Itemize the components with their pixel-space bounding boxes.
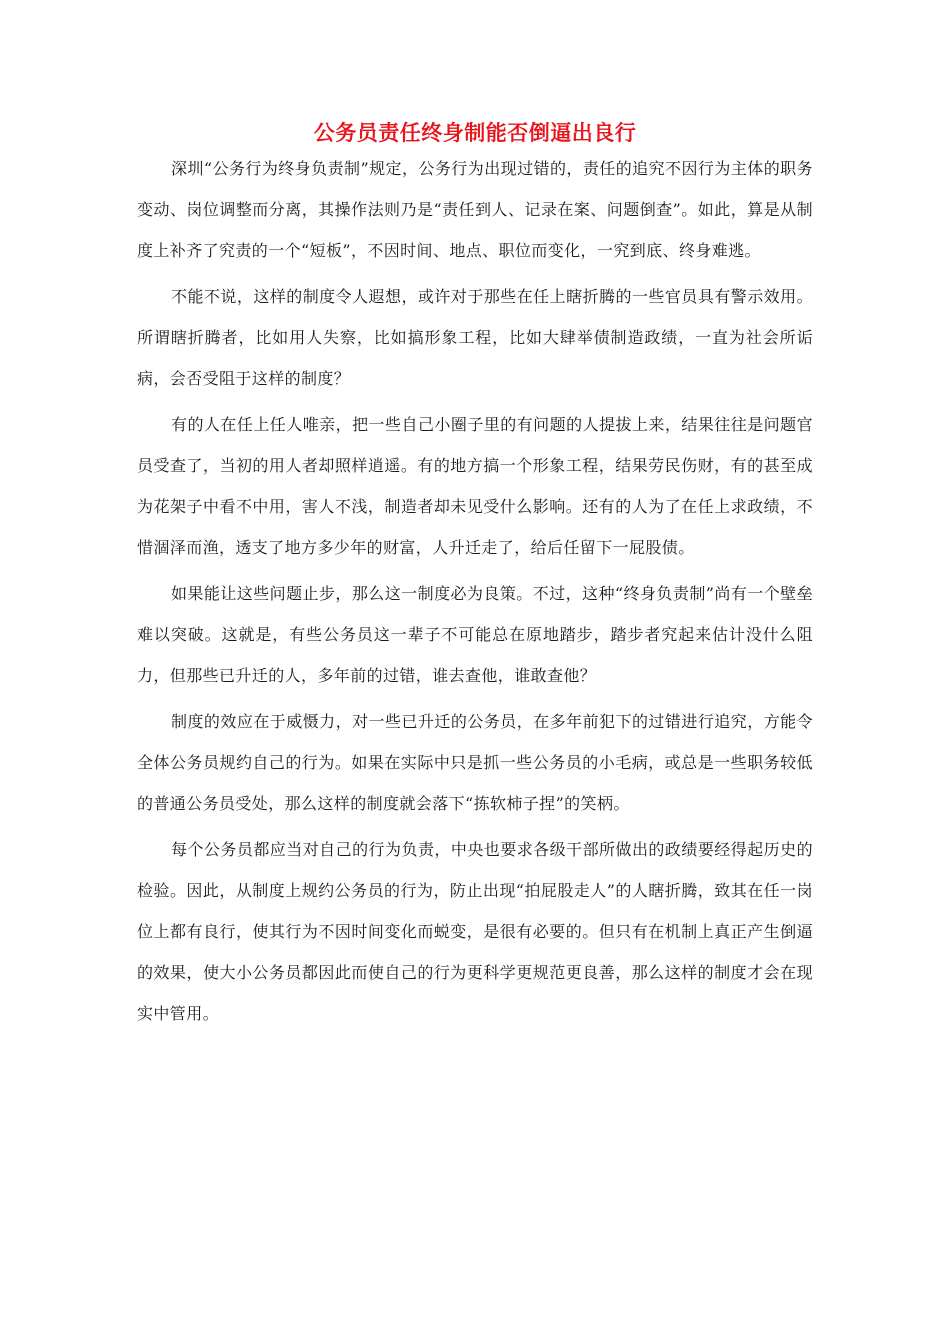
paragraph-3: 有的人在任上任人唯亲，把一些自己小圈子里的有问题的人提拔上来，结果往往是问题官员受查了，当初的用人者却照样逍遥。有的地方搞一个形象工程，结果劳民伤财，有的甚至成为花架子中看不中用，害人不浅，制造者却未见受什么影响。还有的人为了在任上求政绩，不惜涸泽而渔，透支了地方多少年的财富，人升迁走了，给后任留下一屁股债。 bbox=[137, 415, 813, 557]
paragraph-5: 制度的效应在于威慑力，对一些已升迁的公务员，在多年前犯下的过错进行追究，方能令全体公务员规约自己的行为。如果在实际中只是抓一些公务员的小毛病，或总是一些职务较低的普通公务员受处，那么这样的制度就会落下“拣软柿子捏”的笑柄。 bbox=[137, 712, 813, 813]
document-title: 公务员责任终身制能否倒逼出良行 bbox=[313, 120, 637, 145]
document-body bbox=[137, 148, 813, 1039]
paragraph-1: 深圳“公务行为终身负责制”规定，公务行为出现过错的，责任的追究不因行为主体的职务变动、岗位调整而分离，其操作法则乃是“责任到人、记录在案、问题倒查”。如此，算是从制度上补齐了究责的一个“短板”，不因时间、地点、职位而变化，一究到底、终身难逃。 bbox=[137, 159, 813, 260]
paragraph-4: 如果能让这些问题止步，那么这一制度必为良策。不过，这种“终身负责制”尚有一个壁垒难以突破。这就是，有些公务员这一辈子不可能总在原地踏步，踏步者究起来估计没什么阻力，但那些已升迁的人，多年前的过错，谁去查他，谁敢查他？ bbox=[137, 584, 813, 685]
paragraph-6: 每个公务员都应当对自己的行为负责，中央也要求各级干部所做出的政绩要经得起历史的检验。因此，从制度上规约公务员的行为，防止出现“拍屁股走人”的人瞎折腾，致其在任一岗位上都有良行，使其行为不因时间变化而蜕变，是很有必要的。但只有在机制上真正产生倒逼的效果，使大小公务员都因此而使自己的行为更科学更规范更良善，那么这样的制度才会在现实中管用。 bbox=[137, 840, 813, 1023]
paragraph-2: 不能不说，这样的制度令人遐想，或许对于那些在任上瞎折腾的一些官员具有警示效用。所谓瞎折腾者，比如用人失察，比如搞形象工程，比如大肆举债制造政绩，一直为社会所诟病，会否受阻于这样的制度？ bbox=[137, 287, 813, 388]
